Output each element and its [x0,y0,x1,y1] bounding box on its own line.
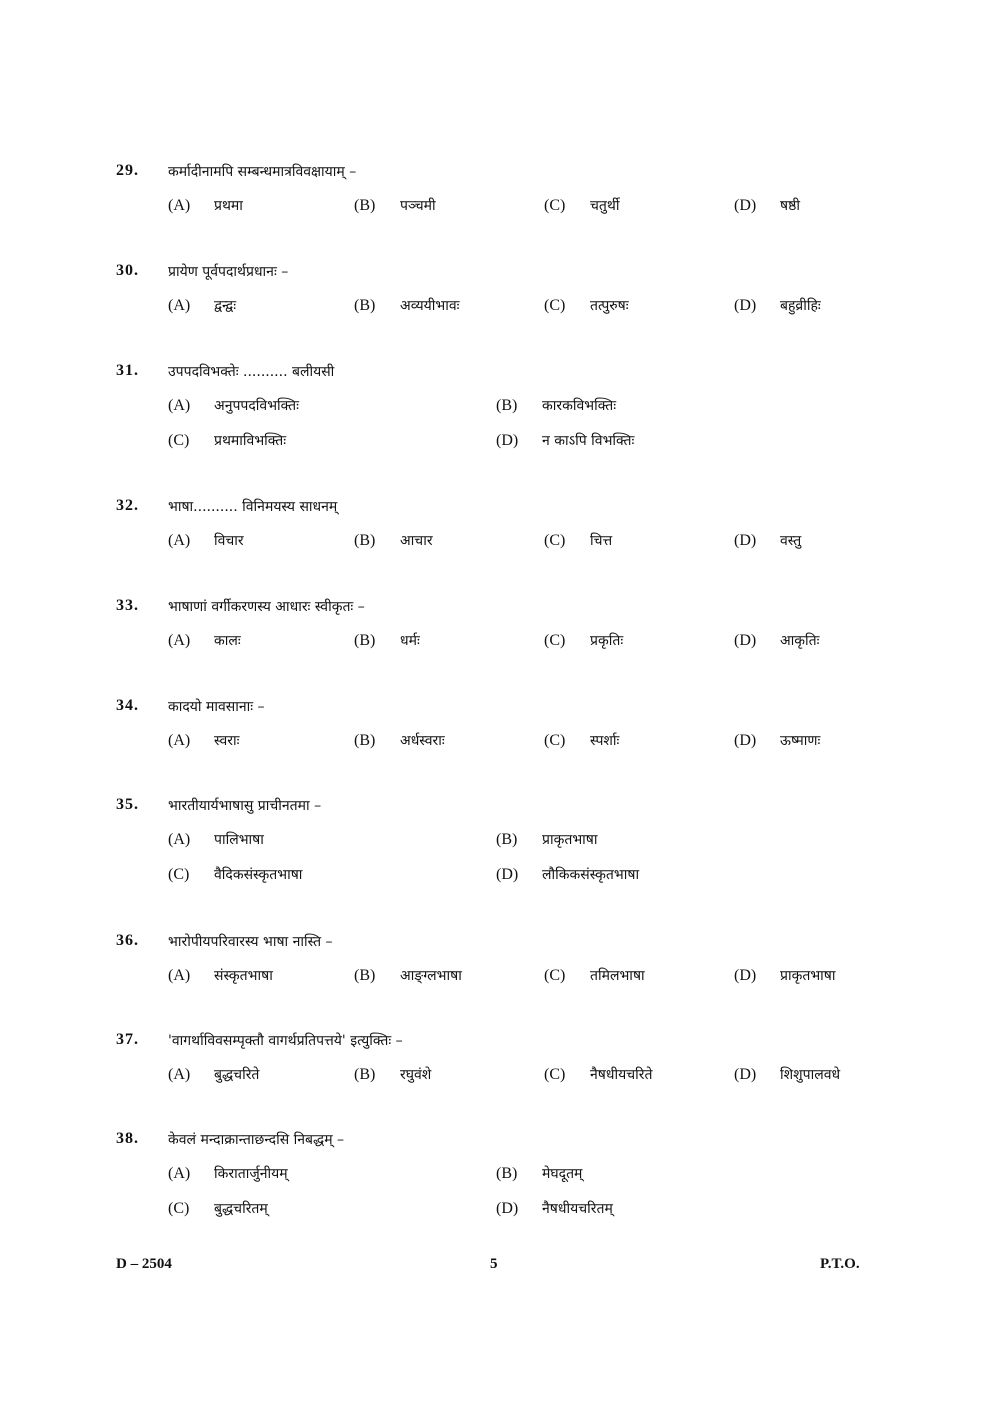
option-b[interactable] [354,731,445,750]
option-label: (A) [168,1165,191,1182]
question-number: 37. [116,1031,139,1048]
question-number: 35. [116,796,139,813]
option-label: (C) [168,1200,190,1217]
option-text: संस्कृतभाषा [214,968,273,984]
option-text: स्पर्शाः [590,733,620,749]
option-label: (D) [734,197,757,214]
option-a[interactable] [168,296,236,315]
option-label: (D) [496,866,519,883]
option-text: वस्तु [780,533,802,549]
option-text: तमिलभाषा [590,968,645,984]
option-label: (D) [734,532,757,549]
question-number: 31. [116,362,139,379]
option-label: (A) [168,532,191,549]
option-text: नैषधीयचरिते [590,1067,653,1083]
option-label: (B) [354,297,376,314]
option-label: (B) [354,732,376,749]
option-text: बुद्धचरितम् [214,1201,268,1217]
option-c[interactable] [544,531,612,550]
option-label: (C) [168,432,190,449]
option-text: आङ्ग्लभाषा [400,968,462,984]
option-a[interactable] [168,1065,259,1084]
question-number: 38. [116,1130,139,1147]
question-text: कर्मादीनामपि सम्बन्धमात्रविवक्षायाम् – [168,164,357,180]
option-text: प्रथमाविभक्तिः [214,433,287,449]
question-text: 'वागर्थाविवसम्पृक्तौ वागर्थप्रतिपत्तये' इत्युक्तिः – [168,1033,403,1049]
page-number: 5 [490,1256,498,1272]
option-a[interactable] [168,966,273,985]
option-text: नैषधीयचरितम् [542,1201,613,1217]
option-text: आचार [400,533,433,549]
option-d[interactable] [496,431,634,450]
option-c[interactable] [168,865,302,884]
option-c[interactable] [168,431,286,450]
option-d[interactable] [734,631,820,650]
option-label: (A) [168,831,191,848]
option-label: (D) [496,1200,519,1217]
option-label: (D) [734,732,757,749]
option-b[interactable] [354,531,433,550]
option-label: (D) [734,632,757,649]
option-label: (A) [168,297,191,314]
option-d[interactable] [734,196,800,215]
option-c[interactable] [544,1065,652,1084]
option-label: (A) [168,967,191,984]
option-label: (C) [544,297,566,314]
option-b[interactable] [496,1164,582,1183]
question-35 [116,796,916,896]
option-text: अव्ययीभावः [400,298,460,314]
option-b[interactable] [496,396,616,415]
question-37 [116,1031,916,1101]
option-c[interactable] [544,631,623,650]
option-c[interactable] [544,731,619,750]
option-d[interactable] [496,1199,613,1218]
option-d[interactable] [496,865,639,884]
option-label: (D) [734,297,757,314]
option-label: (A) [168,197,191,214]
question-36 [116,932,916,1002]
option-d[interactable] [734,296,821,315]
option-d[interactable] [734,966,836,985]
question-text: उपपदविभक्तेः .......... बलीयसी [168,364,335,380]
question-text: भारतीयार्यभाषासु प्राचीनतमा – [168,798,322,814]
option-label: (D) [496,432,519,449]
option-c[interactable] [168,1199,268,1218]
option-text: मेघदूतम् [542,1166,583,1182]
question-32 [116,497,916,567]
option-text: स्वराः [214,733,240,749]
option-label: (C) [544,632,566,649]
option-b[interactable] [354,296,459,315]
option-label: (B) [354,632,376,649]
option-text: धर्मः [400,633,420,649]
option-label: (C) [544,967,566,984]
option-label: (B) [354,1066,376,1083]
option-c[interactable] [544,966,645,985]
option-label: (C) [168,866,190,883]
option-text: किरातार्जुनीयम् [214,1166,288,1182]
option-label: (B) [496,1165,518,1182]
option-a[interactable] [168,1164,288,1183]
option-label: (D) [734,967,757,984]
option-a[interactable] [168,396,299,415]
option-b[interactable] [354,196,436,215]
pto-marker: P.T.O. [820,1256,860,1272]
option-label: (B) [496,397,518,414]
option-label: (C) [544,732,566,749]
question-text: कादयो मावसानाः – [168,699,265,715]
option-text: तत्पुरुषः [590,298,629,314]
option-label: (A) [168,1066,191,1083]
option-label: (A) [168,397,191,414]
option-d[interactable] [734,1065,840,1084]
question-text: केवलं मन्दाक्रान्ताछन्दसि निबद्धम् – [168,1132,345,1148]
option-a[interactable] [168,531,244,550]
option-b[interactable] [354,966,462,985]
option-label: (D) [734,1066,757,1083]
option-text: पञ्चमी [400,198,436,214]
option-d[interactable] [734,531,801,550]
option-text: षष्ठी [780,198,800,214]
option-text: प्राकृतभाषा [542,832,598,848]
option-label: (B) [496,831,518,848]
question-29 [116,162,916,232]
option-text: न काऽपि विभक्तिः [542,433,635,449]
option-label: (A) [168,732,191,749]
question-number: 34. [116,697,139,714]
option-label: (C) [544,1066,566,1083]
question-33 [116,597,916,667]
option-text: अर्धस्वराः [400,733,445,749]
option-text: ऊष्माणः [780,733,821,749]
option-text: प्रकृतिः [590,633,624,649]
option-label: (C) [544,532,566,549]
option-text: चित्त [590,533,613,549]
option-label: (A) [168,632,191,649]
question-text: भाषाणां वर्गीकरणस्य आधारः स्वीकृतः – [168,599,365,615]
option-b[interactable] [354,631,420,650]
option-text: कालः [214,633,241,649]
option-a[interactable] [168,830,264,849]
option-d[interactable] [734,731,820,750]
question-31 [116,362,916,462]
option-c[interactable] [544,196,619,215]
question-number: 29. [116,162,139,179]
paper-code: D – 2504 [116,1256,172,1272]
question-number: 33. [116,597,139,614]
question-34 [116,697,916,767]
option-text: आकृतिः [780,633,820,649]
option-a[interactable] [168,731,239,750]
question-text: प्रायेण पूर्वपदार्थप्रधानः – [168,264,289,280]
option-text: शिशुपालवधे [780,1067,841,1083]
option-text: बुद्धचरिते [214,1067,260,1083]
option-text: पालिभाषा [214,832,264,848]
option-text: रघुवंशे [400,1067,432,1083]
option-b[interactable] [354,1065,431,1084]
option-a[interactable] [168,196,243,215]
option-c[interactable] [544,296,629,315]
question-text: भाषा.......... विनिमयस्य साधनम् [168,499,338,515]
option-text: वैदिकसंस्कृतभाषा [214,867,303,883]
option-label: (B) [354,197,376,214]
question-38 [116,1130,916,1230]
option-text: लौकिकसंस्कृतभाषा [542,867,640,883]
option-label: (B) [354,532,376,549]
option-text: द्वन्द्वः [214,298,237,314]
option-label: (B) [354,967,376,984]
option-label: (C) [544,197,566,214]
option-b[interactable] [496,830,598,849]
question-number: 36. [116,932,139,949]
option-text: बहुव्रीहिः [780,298,821,314]
question-number: 30. [116,262,139,279]
option-text: अनुपपदविभक्तिः [214,398,299,414]
option-a[interactable] [168,631,241,650]
option-text: प्रथमा [214,198,243,214]
question-number: 32. [116,497,139,514]
question-30 [116,262,916,332]
question-text: भारोपीयपरिवारस्य भाषा नास्ति – [168,934,333,950]
option-text: कारकविभक्तिः [542,398,617,414]
option-text: प्राकृतभाषा [780,968,836,984]
option-text: चतुर्थी [590,198,620,214]
option-text: विचार [214,533,244,549]
